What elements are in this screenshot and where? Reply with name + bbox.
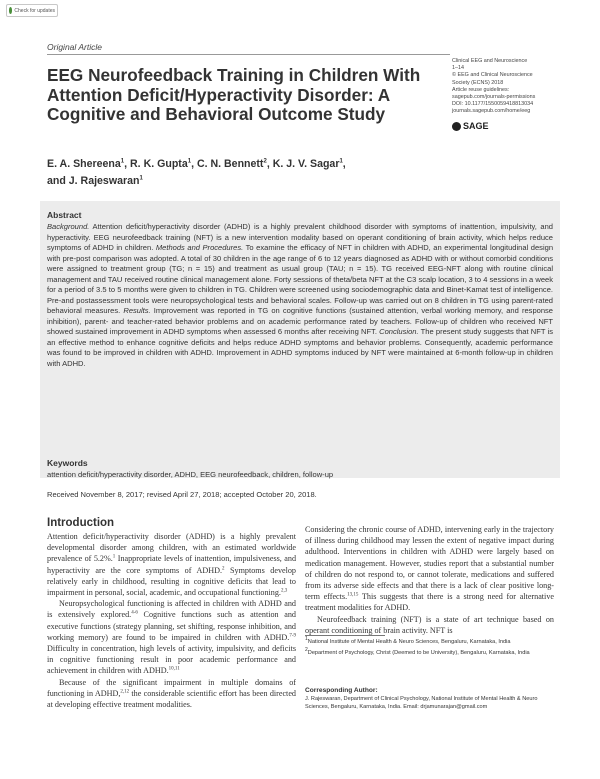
footnote-divider: [305, 635, 385, 636]
citation-mark[interactable]: 13,15: [347, 592, 359, 598]
author-affil-mark: 1: [139, 175, 143, 182]
sage-mark-icon: [452, 122, 461, 131]
author-list: E. A. Shereena$^1$, R. K. Gupta$^1$, C. N. Bennett$^2$, K. J. V. Sagar$^1$, and J. Rajeswaran$^1$: [47, 158, 346, 187]
keywords-heading: Keywords: [47, 458, 88, 468]
body-paragraph: [47, 531, 296, 598]
affiliations: [305, 636, 554, 660]
body-text: Neurofeedback training (NFT) is a state of art technique based on operant conditioning of brain activity. NFT is: [305, 614, 554, 635]
body-paragraph: [47, 677, 296, 711]
doi[interactable]: DOI: 10.1177/1550059418813034: [452, 101, 534, 108]
introduction-heading: Introduction: [47, 517, 115, 529]
author: R. K. Gupta: [130, 158, 188, 170]
copyright: © EEG and Clinical Neuroscience: [452, 72, 533, 79]
permissions-link[interactable]: sagepub.com/journals-permissions: [452, 94, 536, 101]
abstract-results: Improvement was reported in TG on cognitive functions (sustained attention, verbal working memory, and response inhibition), parent- and teacher-rated behavior problems and on academic performance rated by teachers. Follow-up of children who received NFT showed sustained improvement in ADHD symptoms when assessed 6 months after receiving NFT.: [47, 306, 554, 336]
body-column-left: [47, 531, 296, 710]
header-divider: [47, 54, 450, 55]
abstract-section-label: Results.: [123, 306, 151, 315]
journal-metadata: [452, 58, 562, 116]
sage-logo: [452, 121, 489, 131]
author-affil-mark: 1: [187, 158, 192, 165]
abstract-methods: To examine the efficacy of NFT in children with ADHD, an experimental longitudinal design with pre-post comparison was adopted. A total of 30 children in the age range of 6 to 12 years diagnosed as ADHD with or without comorbid conditions were assigned to treatment group (TG; n = 15) and treatment as usual group (TAU; n = 15). TG received EEG-NFT along with routine clinical management and TAU received routine clinical management alone. Forty sessions of theta/beta NFT at the C3 scalp location, 3 to 4 sessions in a week for a period of 3.5 to 5 months were given to children in TG. Children were screened using sociodemographic data and Binet-Kamat test of intelligence. Pre-and postassessment tools were neuropsychological tests and behavioral scales. Follow-up was carried out on 8 children in TG using parent-rated behavioral measures.: [47, 243, 554, 315]
corresponding-author-heading: Corresponding Author:: [305, 687, 378, 694]
affiliation: [305, 636, 554, 647]
body-text: Symptoms develop relatively early in childhood, resulting in cognitive deficits that lead to impairment in personal, social, academic, and occupational functioning.: [47, 565, 296, 598]
author: E. A. Shereena: [47, 158, 121, 170]
abstract-conclusion: The present study suggests that NFT is an effective method to enhance cognitive deficits and helps reduce ADHD symptoms and behavior problems. Consequently, academic performance was found to be improved in children with ADHD. Improvement in ADHD symptoms induced by NFT were maintained at 6-month follow-up in children with ADHD.: [47, 327, 553, 368]
citation-mark[interactable]: 2,12: [120, 689, 130, 695]
body-text: Neuropsychological functioning is affected in children with ADHD and is extensively explored.: [47, 599, 296, 620]
abstract-heading: Abstract: [47, 210, 82, 220]
body-text: the considerable scientific effort has been directed at developing effective treatment modalities.: [47, 688, 296, 710]
affiliation: [305, 646, 554, 658]
corresponding-author-details: J. Rajeswaran, Department of Clinical Psychology, National Institute of Mental Health & Neuro Sciences, Bengaluru, Karnataka, India. Email: drjamunarajan@gmail.com: [305, 696, 538, 710]
abstract-body: [47, 222, 553, 369]
author: K. J. V. Sagar: [272, 158, 340, 170]
body-text: Considering the chronic course of ADHD, intervening early in the trajectory of illness during childhood may lessen the extent of negative impact during adulthood. Interventions in children with ADHD were largely based on medication management. However, studies report that a substantial number of children do not respond to, or cannot tolerate, medications and suffered from its adverse side effects and that there is a lack of clear positive long-term effects.: [305, 525, 554, 602]
paper-title: EEG Neurofeedback Training in Children With Attention Deficit/Hyperactivity Disorder: A Cognitive and Behavioral Outcome Study: [47, 65, 421, 124]
affiliation-mark: 2: [305, 646, 308, 653]
citation-mark[interactable]: 7-9: [289, 633, 296, 639]
publisher-name: SAGE: [463, 121, 489, 131]
body-column-right: [305, 524, 554, 636]
author-affil-mark: 1: [339, 158, 343, 165]
body-text: Because of the significant impairment in multiple domains of functioning in ADHD,: [47, 677, 296, 698]
page-range: 1–14: [452, 65, 464, 72]
abstract-section-label: Conclusion.: [379, 327, 419, 336]
citation-mark[interactable]: 2: [221, 565, 225, 571]
body-paragraph: [305, 524, 554, 614]
author: C. N. Bennett: [196, 158, 264, 170]
check-icon: [9, 7, 12, 14]
affiliation-mark: 1: [305, 636, 308, 643]
body-text: Inappropriate levels of inattention, impulsiveness, and hyperactivity are the core symptoms of ADHD.: [47, 554, 297, 575]
abstract-section-label: Methods and Procedures.: [155, 243, 244, 252]
keywords-list: attention deficit/hyperactivity disorder, ADHD, EEG neurofeedback, children, follow-up: [47, 470, 334, 479]
affiliation-text: National Institute of Mental Health & Neuro Sciences, Bengaluru, Karnataka, India: [307, 639, 511, 645]
citation-mark[interactable]: 10,11: [168, 666, 180, 672]
check-for-updates-badge[interactable]: [6, 4, 58, 17]
body-paragraph: [305, 614, 554, 636]
copyright-society: Society (ECNS) 2018: [452, 79, 504, 86]
citation-mark[interactable]: 4-6: [131, 610, 138, 616]
author: and J. Rajeswaran: [47, 175, 140, 187]
body-text: Cognitive functions such as attention and executive functions (strategy planning, set shifting, response inhibition, and working memory) are found to be impaired in children with ADHD.: [47, 610, 296, 642]
body-text: Difficulty in concentration, high levels of activity, impulsivity, and deficits in cognitive functioning result in poor academic performance and achievement in children with ADHD.: [47, 644, 296, 676]
reuse-guidelines: Article reuse guidelines:: [452, 86, 510, 93]
publication-dates: Received November 8, 2017; revised April 27, 2018; accepted October 20, 2018.: [47, 490, 317, 499]
author-affil-mark: 1: [120, 158, 125, 165]
body-paragraph: [47, 598, 296, 676]
affiliation-text: Department of Psychology, Christ (Deemed to be University), Bengaluru, Karnataka, India: [307, 649, 530, 656]
article-type: Original Article: [47, 42, 102, 52]
author-affil-mark: 2: [263, 158, 267, 165]
journal-name: Clinical EEG and Neuroscience: [452, 58, 528, 64]
abstract-section-label: Background.: [47, 222, 90, 231]
body-text: This suggests that there is a strong need for alternative treatment modalities for ADHD.: [305, 592, 554, 613]
citation-mark[interactable]: 2,3: [280, 588, 288, 594]
badge-label: Check for updates: [14, 7, 55, 14]
journal-homepage-link[interactable]: journals.sagepub.com/home/eeg: [452, 108, 531, 115]
citation-mark[interactable]: 1: [112, 554, 116, 560]
abstract-background: Attention deficit/hyperactivity disorder (ADHD) is a highly prevalent childhood disorder with symptoms of inattention, impulsivity, and hyperactivity. EEG neurofeedback training (NFT) is a new intervention modality based on operant conditioning of brain activity, which helps reduce symptoms of ADHD in children.: [47, 222, 553, 252]
body-text: Attention deficit/hyperactivity disorder (ADHD) is a highly prevalent developmental disorder among children, with an estimated worldwide prevalence of 5.2%.: [47, 532, 296, 564]
